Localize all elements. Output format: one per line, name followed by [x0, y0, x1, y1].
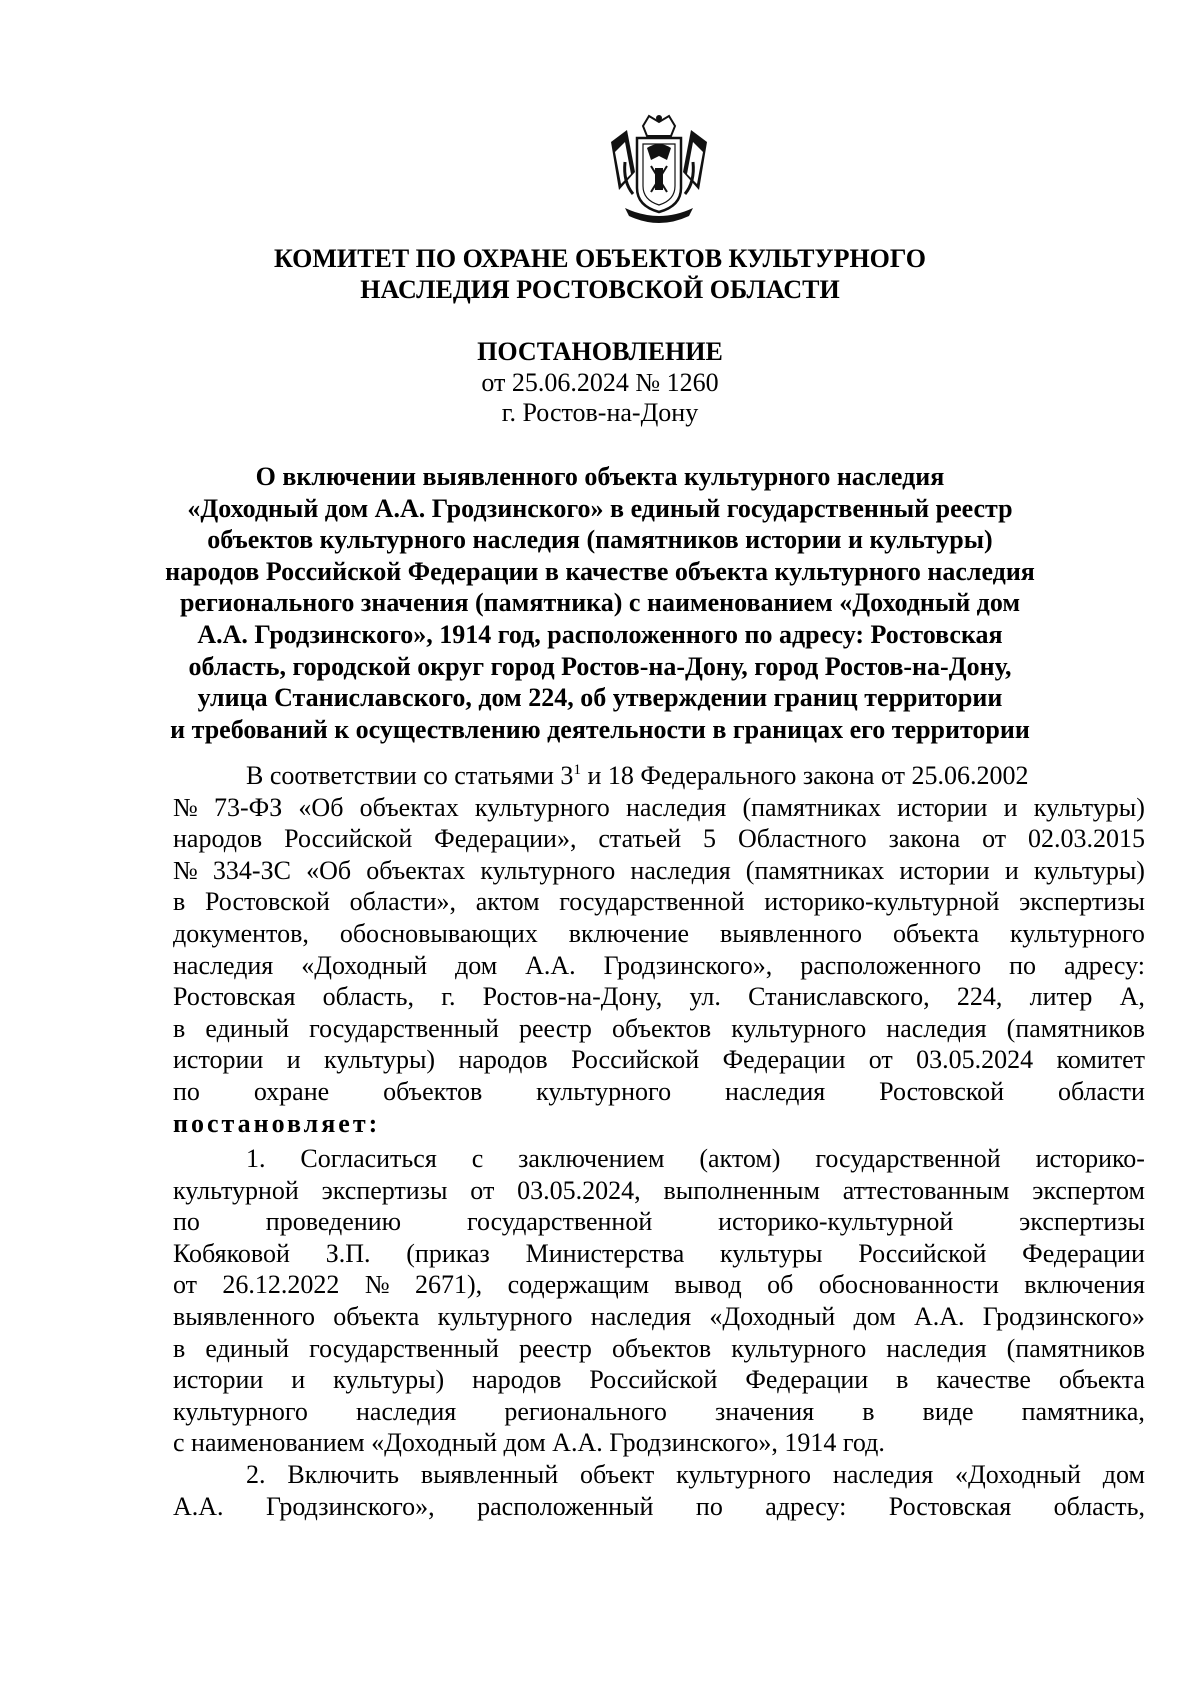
- word: объектах: [366, 855, 466, 885]
- word: Министерства: [525, 1238, 685, 1268]
- word: в: [173, 887, 186, 917]
- word: (актом): [699, 1144, 781, 1173]
- word: Ростовская: [888, 1491, 1012, 1521]
- text-line: [173, 1044, 1145, 1076]
- word: 26.12.2022: [222, 1270, 340, 1300]
- word: 03.05.2024,: [517, 1175, 641, 1205]
- word: памятника,: [1021, 1396, 1145, 1426]
- word: культуры): [333, 1365, 445, 1395]
- word: от: [982, 824, 1007, 854]
- word: Федерации»,: [434, 824, 577, 854]
- word: комитет: [1056, 1045, 1145, 1075]
- word: объекта: [892, 918, 980, 948]
- word: культурного: [437, 1301, 573, 1331]
- text-line: [173, 1175, 1145, 1207]
- coat-of-arms-icon: [605, 112, 713, 226]
- word: 334-ЗС: [212, 855, 291, 885]
- word: вывод: [674, 1270, 742, 1300]
- word: культурного: [173, 1396, 308, 1426]
- word: Федерации: [722, 1045, 846, 1075]
- word: истории: [899, 855, 990, 885]
- word: Ростовской: [879, 1076, 1005, 1106]
- word: З.П.: [325, 1238, 371, 1268]
- word: А.А.: [913, 1301, 965, 1331]
- word: г.: [441, 982, 456, 1012]
- word: адресу:: [765, 1491, 847, 1521]
- text-line: [173, 1076, 1145, 1108]
- word: область,: [1053, 1491, 1145, 1521]
- word: наследия: [630, 855, 731, 885]
- word: «Об: [298, 792, 344, 822]
- word: истории: [173, 1045, 264, 1075]
- text-line: [173, 1364, 1145, 1396]
- word: государственной: [466, 1207, 653, 1237]
- word: адресу:: [1063, 950, 1145, 980]
- word: реестр: [518, 1333, 592, 1363]
- word: заключением: [518, 1144, 665, 1173]
- text-line: [173, 1396, 1145, 1428]
- word: в: [173, 1013, 186, 1043]
- word: (приказ: [406, 1238, 490, 1268]
- word: объектов: [612, 1013, 712, 1043]
- word: №: [173, 792, 198, 822]
- word: (памятников: [1006, 1333, 1145, 1363]
- word: №: [364, 1270, 390, 1300]
- word: народов: [173, 824, 263, 854]
- word: объектов: [612, 1333, 712, 1363]
- word: 2.: [246, 1460, 266, 1489]
- word: (памятниках: [742, 792, 881, 822]
- word: литер: [1029, 982, 1093, 1012]
- word: обоснованности: [818, 1270, 999, 1300]
- word: наследия: [173, 950, 274, 980]
- title-line: народов Российской Федерации в качестве объекта культурного наследия: [165, 556, 1035, 586]
- word: «Доходный: [301, 950, 428, 980]
- word: Федерации: [745, 1365, 869, 1395]
- word: наследия: [886, 1013, 987, 1043]
- word: в: [896, 1365, 909, 1395]
- word: выявленный: [420, 1460, 559, 1489]
- word: в: [173, 1333, 186, 1363]
- preamble-first-line: [173, 760, 1145, 792]
- organization-name: [0, 243, 1200, 305]
- document-date-number: от 25.06.2024 № 1260: [481, 368, 719, 397]
- word: единый: [205, 1333, 290, 1363]
- word: дом: [853, 1301, 896, 1331]
- word: культурной: [173, 1175, 299, 1205]
- word: 02.03.2015: [1028, 824, 1145, 854]
- word: закона: [888, 824, 961, 854]
- item-1-paragraph: [173, 1143, 1145, 1459]
- word: истории: [173, 1365, 264, 1395]
- word: по: [695, 1491, 723, 1521]
- word: экспертизы: [1019, 887, 1145, 917]
- word: с: [471, 1144, 484, 1173]
- word: включение: [568, 918, 690, 948]
- word: истории: [897, 792, 988, 822]
- document-city: г. Ростов-на-Дону: [501, 398, 699, 427]
- title-line: объектов культурного наследия (памятников истории и культуры): [207, 525, 993, 555]
- word: наследия: [356, 1396, 457, 1426]
- preamble-first-line-text: В соответствии со статьями $3^1$ и 18 Федерального закона от 25.06.2002: [246, 761, 1029, 790]
- word: от: [470, 1175, 495, 1205]
- word: и: [1003, 792, 1018, 822]
- word: наследия: [886, 1333, 987, 1363]
- word: Гродзинского»,: [603, 950, 773, 980]
- word: №: [173, 855, 198, 885]
- word: об: [767, 1270, 794, 1300]
- word: виде: [922, 1396, 974, 1426]
- text-line: [173, 1459, 1145, 1491]
- word: Российской: [858, 1238, 987, 1268]
- text-line: [173, 1491, 1145, 1523]
- word: 5: [703, 824, 717, 854]
- word: 03.05.2024: [916, 1045, 1034, 1075]
- preamble-paragraph: [173, 760, 1145, 1139]
- text-line: [173, 981, 1145, 1013]
- word: Включить: [287, 1460, 399, 1489]
- word: по: [1009, 950, 1037, 980]
- word: от: [173, 1270, 198, 1300]
- word: качестве: [936, 1365, 1031, 1395]
- text-line: [173, 792, 1145, 824]
- word: содержащим: [507, 1270, 650, 1300]
- word: включения: [1024, 1270, 1145, 1300]
- word: культурного: [474, 792, 610, 822]
- word: народов: [472, 1365, 562, 1395]
- word: историко-: [1035, 1144, 1145, 1173]
- word: культуры): [1033, 792, 1145, 822]
- word: историко-культурной: [718, 1207, 954, 1237]
- word: объект: [580, 1460, 655, 1489]
- word: реестр: [518, 1013, 592, 1043]
- word: наследия: [590, 1301, 692, 1331]
- item-1-last-line: с наименованием «Доходный дом А.А. Гродзинского», 1914 год.: [173, 1428, 885, 1458]
- word: проведению: [265, 1207, 402, 1237]
- text-line: [173, 1333, 1145, 1365]
- word: область,: [322, 982, 414, 1012]
- word: экспертизы: [1019, 1207, 1145, 1237]
- word: наследия: [724, 1076, 826, 1106]
- word: актом: [475, 887, 540, 917]
- word: от: [868, 1045, 893, 1075]
- word: области: [1058, 1076, 1145, 1106]
- word: А.А.: [173, 1491, 224, 1521]
- title-line: улица Станиславского, дом 224, об утверждении границ территории: [197, 683, 1003, 713]
- text-line: [173, 855, 1145, 887]
- word: 1.: [246, 1144, 266, 1173]
- organization-line: НАСЛЕДИЯ РОСТОВСКОЙ ОБЛАСТИ: [360, 275, 840, 304]
- word: культурного: [536, 1076, 672, 1106]
- word: Российской: [284, 824, 413, 854]
- word: А,: [1119, 982, 1145, 1012]
- word: обосновывающих: [339, 918, 538, 948]
- word: культуры): [323, 1045, 436, 1075]
- word: статьей: [598, 824, 682, 854]
- word: «Об: [306, 855, 352, 885]
- word: дом: [1102, 1460, 1145, 1489]
- document-title: [0, 461, 1200, 745]
- word: 2671),: [415, 1270, 483, 1300]
- word: и: [1004, 855, 1019, 885]
- word: дом: [455, 950, 498, 980]
- word: выявленного: [173, 1301, 315, 1331]
- word: «Доходный: [709, 1301, 836, 1331]
- word: выполненным: [663, 1175, 820, 1205]
- word: объекта: [1058, 1365, 1145, 1395]
- text-line: [173, 918, 1145, 950]
- word: культурного: [731, 1333, 867, 1363]
- word: «Доходный: [955, 1460, 1081, 1489]
- word: 73-ФЗ: [214, 792, 283, 822]
- text-line: [173, 1206, 1145, 1238]
- word: культурного: [731, 1013, 867, 1043]
- word: объекта: [333, 1301, 420, 1331]
- text-line: [173, 886, 1145, 918]
- text-line: [173, 1013, 1145, 1045]
- word: и: [286, 1045, 301, 1075]
- word: расположенный: [477, 1491, 654, 1521]
- word: культурного: [676, 1460, 812, 1489]
- word: Гродзинского»: [982, 1301, 1145, 1331]
- item-2-paragraph: [173, 1459, 1145, 1522]
- word: и: [291, 1365, 306, 1395]
- text-line: [173, 1269, 1145, 1301]
- title-line: О включении выявленного объекта культурного наследия: [255, 462, 945, 491]
- word: по: [173, 1076, 200, 1106]
- word: культурного: [1010, 918, 1145, 948]
- word: экспертизы: [321, 1175, 448, 1205]
- text-line: [173, 1238, 1145, 1270]
- word: Российской: [589, 1365, 718, 1395]
- word: государственный: [309, 1333, 499, 1363]
- title-line: А.А. Гродзинского», 1914 год, расположенного по адресу: Ростовская: [197, 619, 1003, 649]
- word: государственной: [559, 887, 745, 917]
- word: историко-культурной: [764, 887, 1000, 917]
- text-line: [173, 1301, 1145, 1333]
- word: культурного: [480, 855, 616, 885]
- word: народов: [458, 1045, 548, 1075]
- word: Ростов-на-Дону,: [482, 982, 663, 1012]
- text-line: [173, 1143, 1145, 1175]
- word: единый: [205, 1013, 290, 1043]
- word: Ростовской: [204, 887, 330, 917]
- title-line: «Доходный дом А.А. Гродзинского» в единый государственный реестр: [187, 493, 1013, 523]
- word: 224,: [956, 982, 1003, 1012]
- word: в: [862, 1396, 875, 1426]
- word: регионального: [504, 1396, 667, 1426]
- resolves-word: постановляет:: [173, 1108, 381, 1138]
- text-line: [173, 823, 1145, 855]
- word: ул.: [689, 982, 721, 1012]
- organization-line: КОМИТЕТ ПО ОХРАНЕ ОБЪЕКТОВ КУЛЬТУРНОГО: [273, 244, 927, 273]
- word: Федерации: [1022, 1238, 1145, 1268]
- word: Кобяковой: [173, 1238, 290, 1268]
- document-type: ПОСТАНОВЛЕНИЕ: [477, 337, 723, 366]
- word: государственной: [815, 1144, 1001, 1173]
- word: значения: [715, 1396, 815, 1426]
- text-line: [173, 950, 1145, 982]
- word: (памятников: [1006, 1013, 1145, 1043]
- title-line: регионального значения (памятника) с наименованием «Доходный дом: [179, 588, 1021, 618]
- word: документов,: [173, 918, 309, 948]
- word: культуры): [1033, 855, 1145, 885]
- word: Гродзинского»,: [266, 1491, 435, 1521]
- word: культуры: [720, 1238, 823, 1268]
- word: государственный: [309, 1013, 499, 1043]
- word: Российской: [571, 1045, 700, 1075]
- word: расположенного: [800, 950, 982, 980]
- title-line: область, городской округ город Ростов-на-Дону, город Ростов-на-Дону,: [188, 651, 1012, 681]
- word: объектах: [359, 792, 459, 822]
- word: Станиславского,: [748, 982, 930, 1012]
- word: охране: [253, 1076, 330, 1106]
- word: наследия: [626, 792, 727, 822]
- word: по: [173, 1207, 200, 1237]
- word: Областного: [737, 824, 867, 854]
- word: А.А.: [525, 950, 576, 980]
- word: объектов: [383, 1076, 483, 1106]
- word: экспертом: [1032, 1175, 1145, 1205]
- title-line: и требований к осуществлению деятельности в границах его территории: [170, 714, 1030, 744]
- word: области»,: [349, 887, 457, 917]
- word: Ростовская: [173, 982, 296, 1012]
- word: наследия: [832, 1460, 934, 1489]
- word: выявленного: [720, 918, 862, 948]
- word: Согласиться: [300, 1144, 437, 1173]
- word: (памятниках: [745, 855, 885, 885]
- word: аттестованным: [842, 1175, 1010, 1205]
